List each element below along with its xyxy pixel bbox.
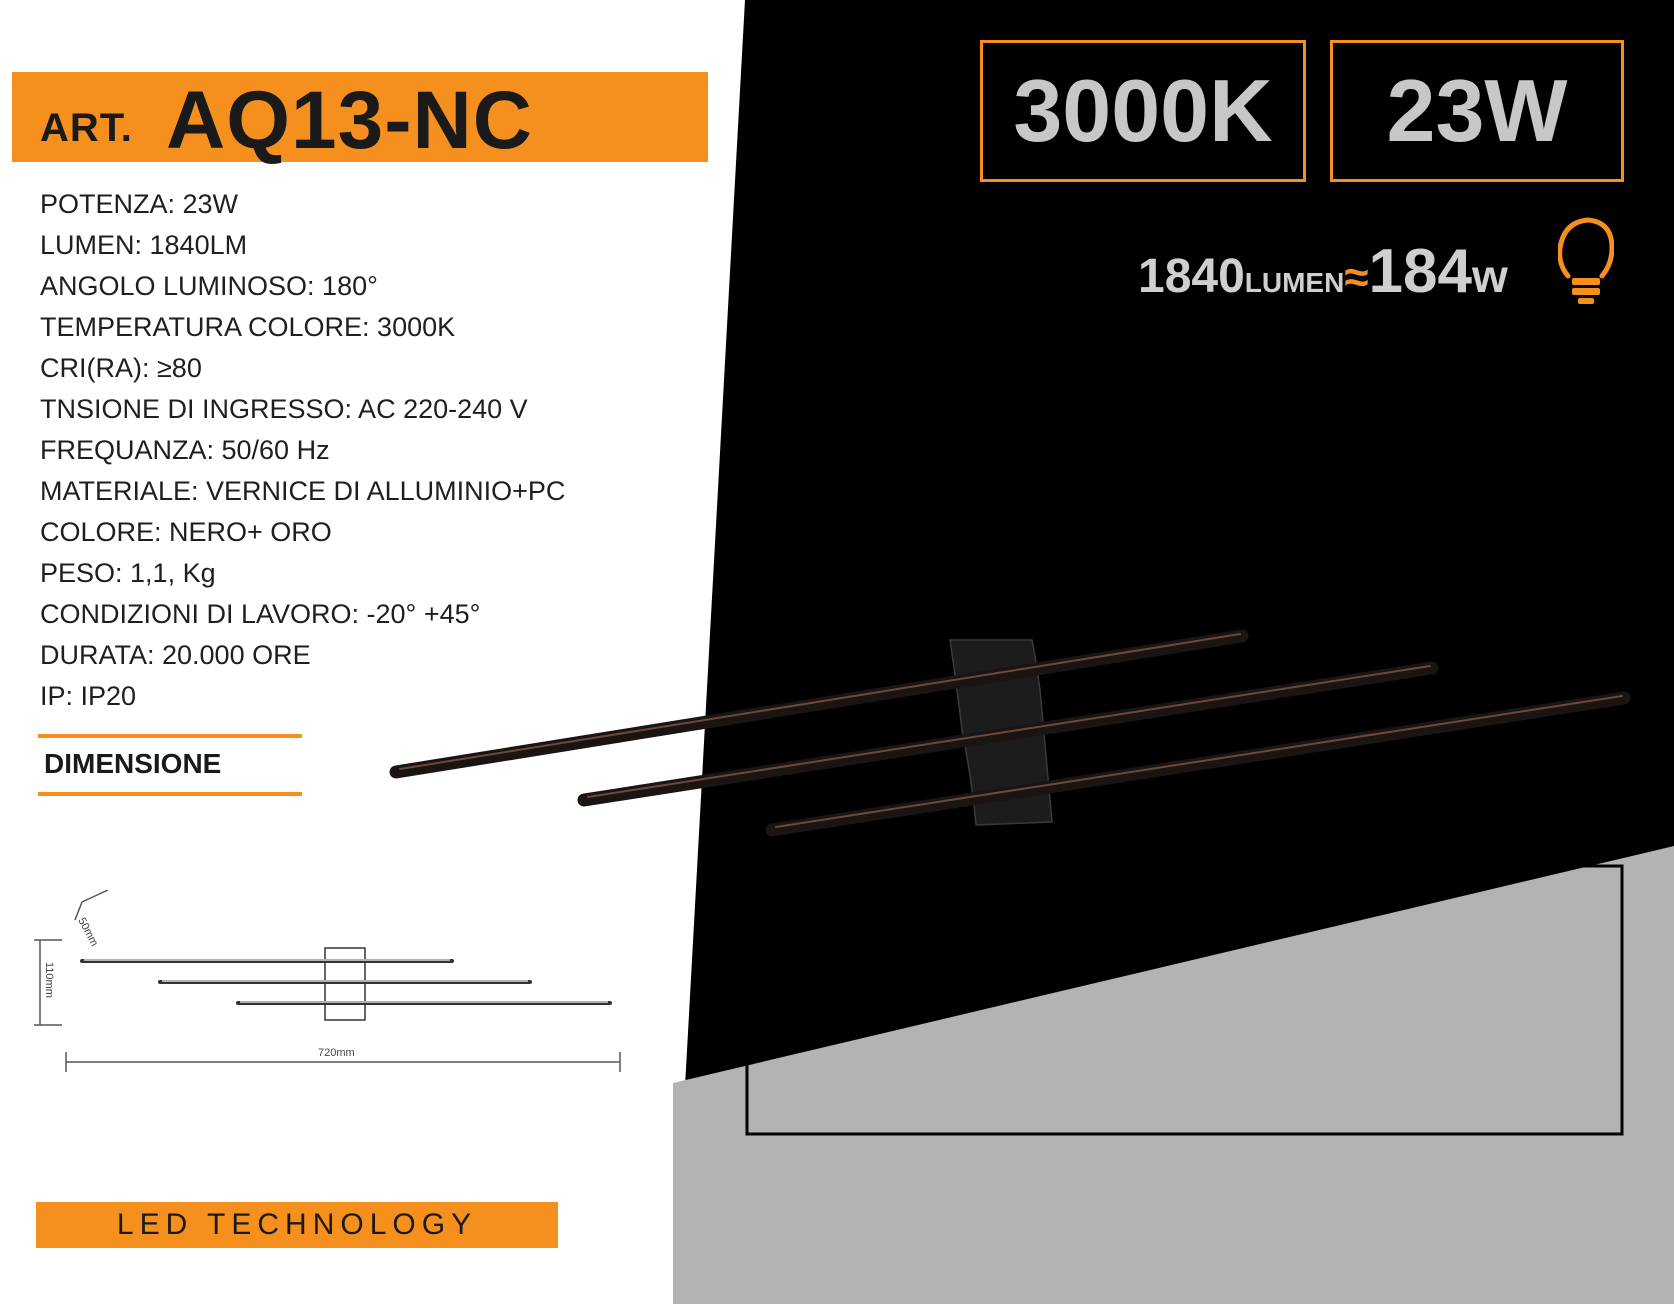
spec-item: DURATA: 20.000 ORE — [40, 640, 311, 670]
spec-item: PESO: 1,1, Kg — [40, 558, 216, 588]
title-bar — [12, 72, 708, 166]
spec-item: CONDIZIONI DI LAVORO: -20° +45° — [40, 599, 481, 629]
dimension-rule-top — [38, 734, 302, 738]
equivalent-watt-unit: w — [1471, 250, 1508, 302]
lumen-unit: LUMEN — [1244, 267, 1345, 298]
spec-item: CRI(RA): ≥80 — [40, 353, 202, 383]
spec-item: MATERIALE: VERNICE DI ALLUMINIO+PC — [40, 476, 566, 506]
spec-item: ANGOLO LUMINOSO: 180° — [40, 271, 378, 301]
spec-item: LUMEN: 1840LM — [40, 230, 248, 260]
lumen-value: 1840 — [1138, 250, 1245, 303]
light-bulb-icon — [1558, 216, 1614, 306]
lamp-bar — [772, 698, 1624, 830]
spec-item: POTENZA: 23W — [40, 189, 239, 219]
width-label: 720mm — [318, 1047, 355, 1059]
dimension-drawing — [30, 890, 640, 1090]
dimension-label: DIMENSIONE — [44, 748, 222, 779]
spec-item: FREQUANZA: 50/60 Hz — [40, 435, 330, 465]
depth-label: 50mm — [75, 915, 101, 949]
spec-item: TEMPERATURA COLORE: 3000K — [40, 312, 456, 342]
article-code: AQ13-NC — [166, 75, 533, 166]
power-badge: 23W — [1330, 40, 1624, 182]
equivalent-watt-value: 184 — [1368, 237, 1472, 306]
dimension-rule-bottom — [38, 792, 302, 796]
spec-item: IP: IP20 — [40, 681, 137, 711]
spec-item: COLORE: NERO+ ORO — [40, 517, 332, 547]
art-prefix: ART. — [40, 106, 133, 150]
lumen-equivalence — [1138, 236, 1508, 307]
height-label: 110mm — [43, 962, 55, 998]
approx-symbol: ≈ — [1344, 253, 1369, 302]
color-temperature-badge: 3000K — [980, 40, 1306, 182]
lamp-bar — [396, 636, 1242, 772]
spec-item: TNSIONE DI INGRESSO: AC 220-240 V — [40, 394, 528, 424]
led-technology-label: LED TECHNOLOGY — [116, 1208, 478, 1241]
product-image — [380, 630, 1640, 850]
led-technology-bar — [36, 1202, 558, 1248]
